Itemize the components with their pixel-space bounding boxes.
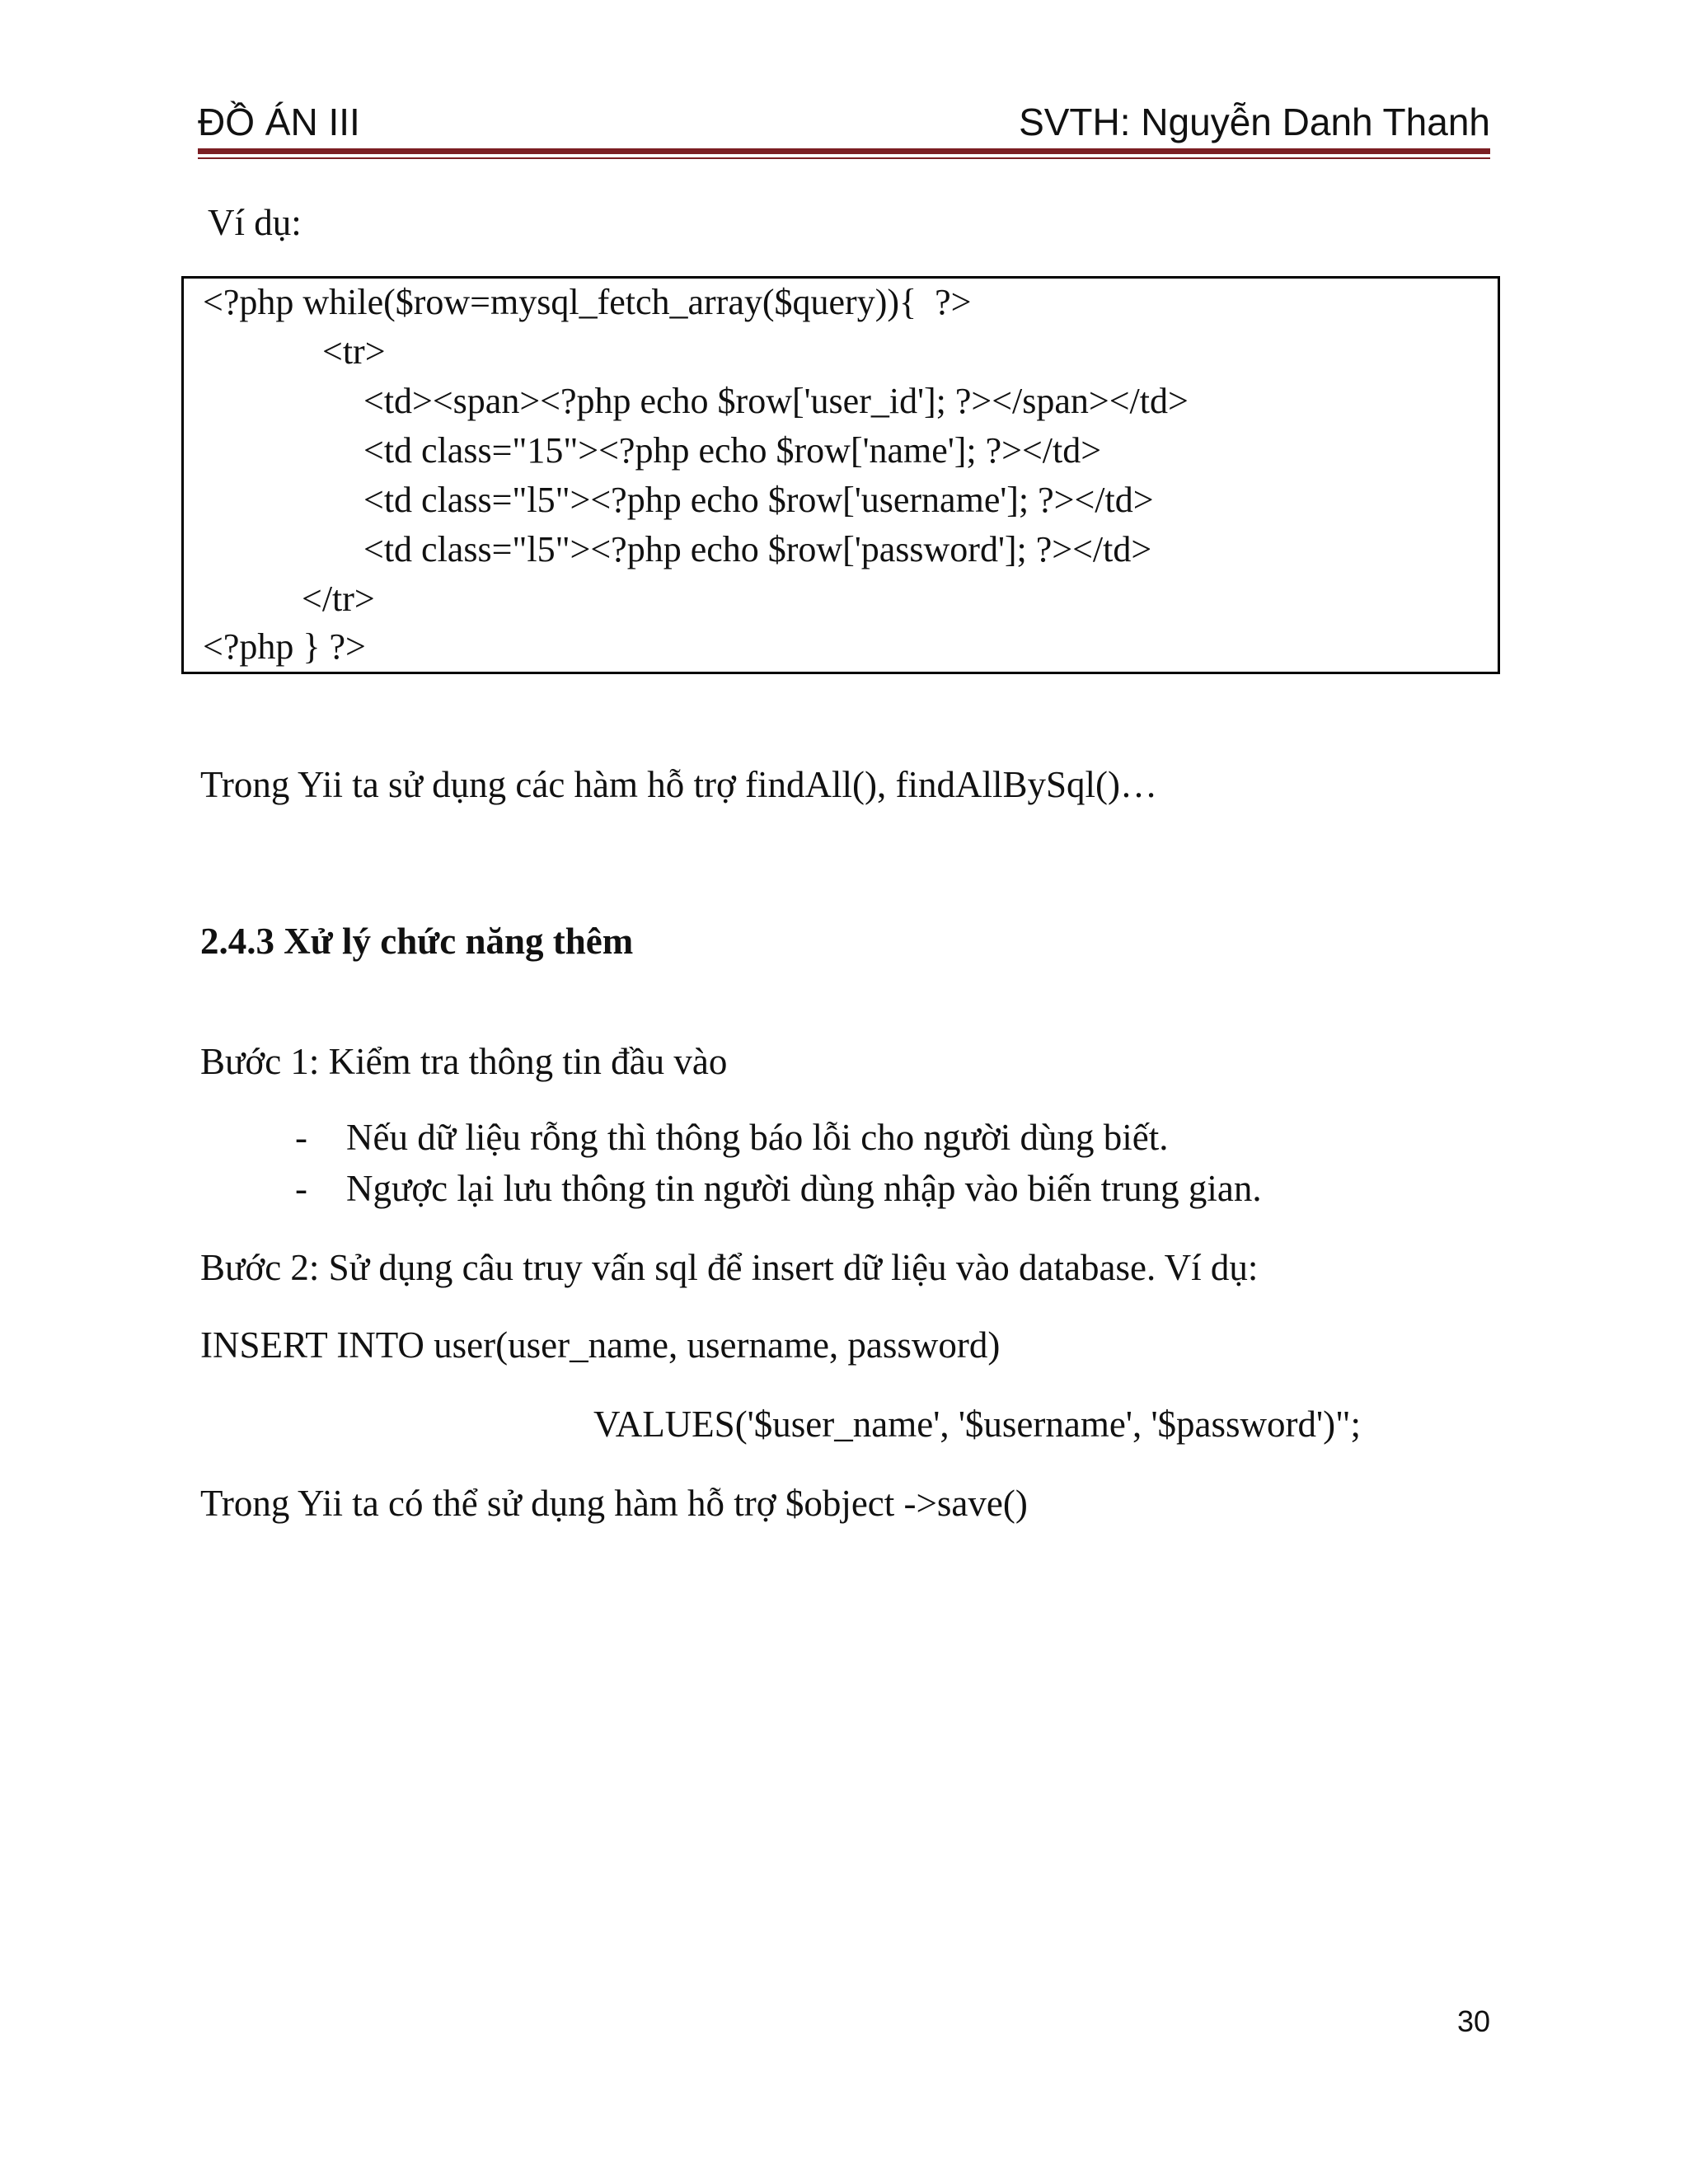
bullet-marker: - <box>295 1168 307 1209</box>
yii-find-paragraph: Trong Yii ta sử dụng các hàm hỗ trợ findAll(), findAllBySql()… <box>200 764 1158 805</box>
bullet-item: Ngược lại lưu thông tin người dùng nhập vào biến trung gian. <box>346 1168 1262 1209</box>
code-line: <?php } ?> <box>203 626 366 667</box>
code-line: <?php while($row=mysql_fetch_array($query)){ ?> <box>203 282 972 322</box>
yii-save-paragraph: Trong Yii ta có thể sử dụng hàm hỗ trợ $object ->save() <box>200 1483 1028 1524</box>
section-heading: 2.4.3 Xử lý chức năng thêm <box>200 921 634 962</box>
sql-insert-line: INSERT INTO user(user_name, username, password) <box>200 1324 1001 1366</box>
code-line: <tr> <box>322 331 386 372</box>
header-rule-thin <box>198 157 1490 159</box>
example-label: Ví dụ: <box>208 202 302 243</box>
page-number: 30 <box>1456 2004 1490 2038</box>
code-line: </tr> <box>302 579 375 619</box>
bullet-marker: - <box>295 1117 307 1158</box>
sql-values-line: VALUES('$user_name', '$username', '$password')"; <box>593 1404 1362 1445</box>
bullet-item: Nếu dữ liệu rỗng thì thông báo lỗi cho người dùng biết. <box>346 1117 1169 1158</box>
code-line: <td><span><?php echo $row['user_id']; ?></span></td> <box>363 381 1189 421</box>
header-student-name: SVTH: Nguyễn Danh Thanh <box>1019 101 1490 143</box>
code-line: <td class="15"><?php echo $row['name']; ?></td> <box>363 430 1102 471</box>
header-project-title: ĐỒ ÁN III <box>198 101 360 143</box>
header-rule-thick <box>198 148 1490 154</box>
step1-paragraph: Bước 1: Kiểm tra thông tin đầu vào <box>200 1041 728 1082</box>
step2-paragraph: Bước 2: Sử dụng câu truy vấn sql để insert dữ liệu vào database. Ví dụ: <box>200 1247 1259 1288</box>
code-line: <td class="l5"><?php echo $row['password']; ?></td> <box>363 529 1152 569</box>
code-line: <td class="l5"><?php echo $row['username']; ?></td> <box>363 480 1154 520</box>
code-box <box>181 276 1500 674</box>
